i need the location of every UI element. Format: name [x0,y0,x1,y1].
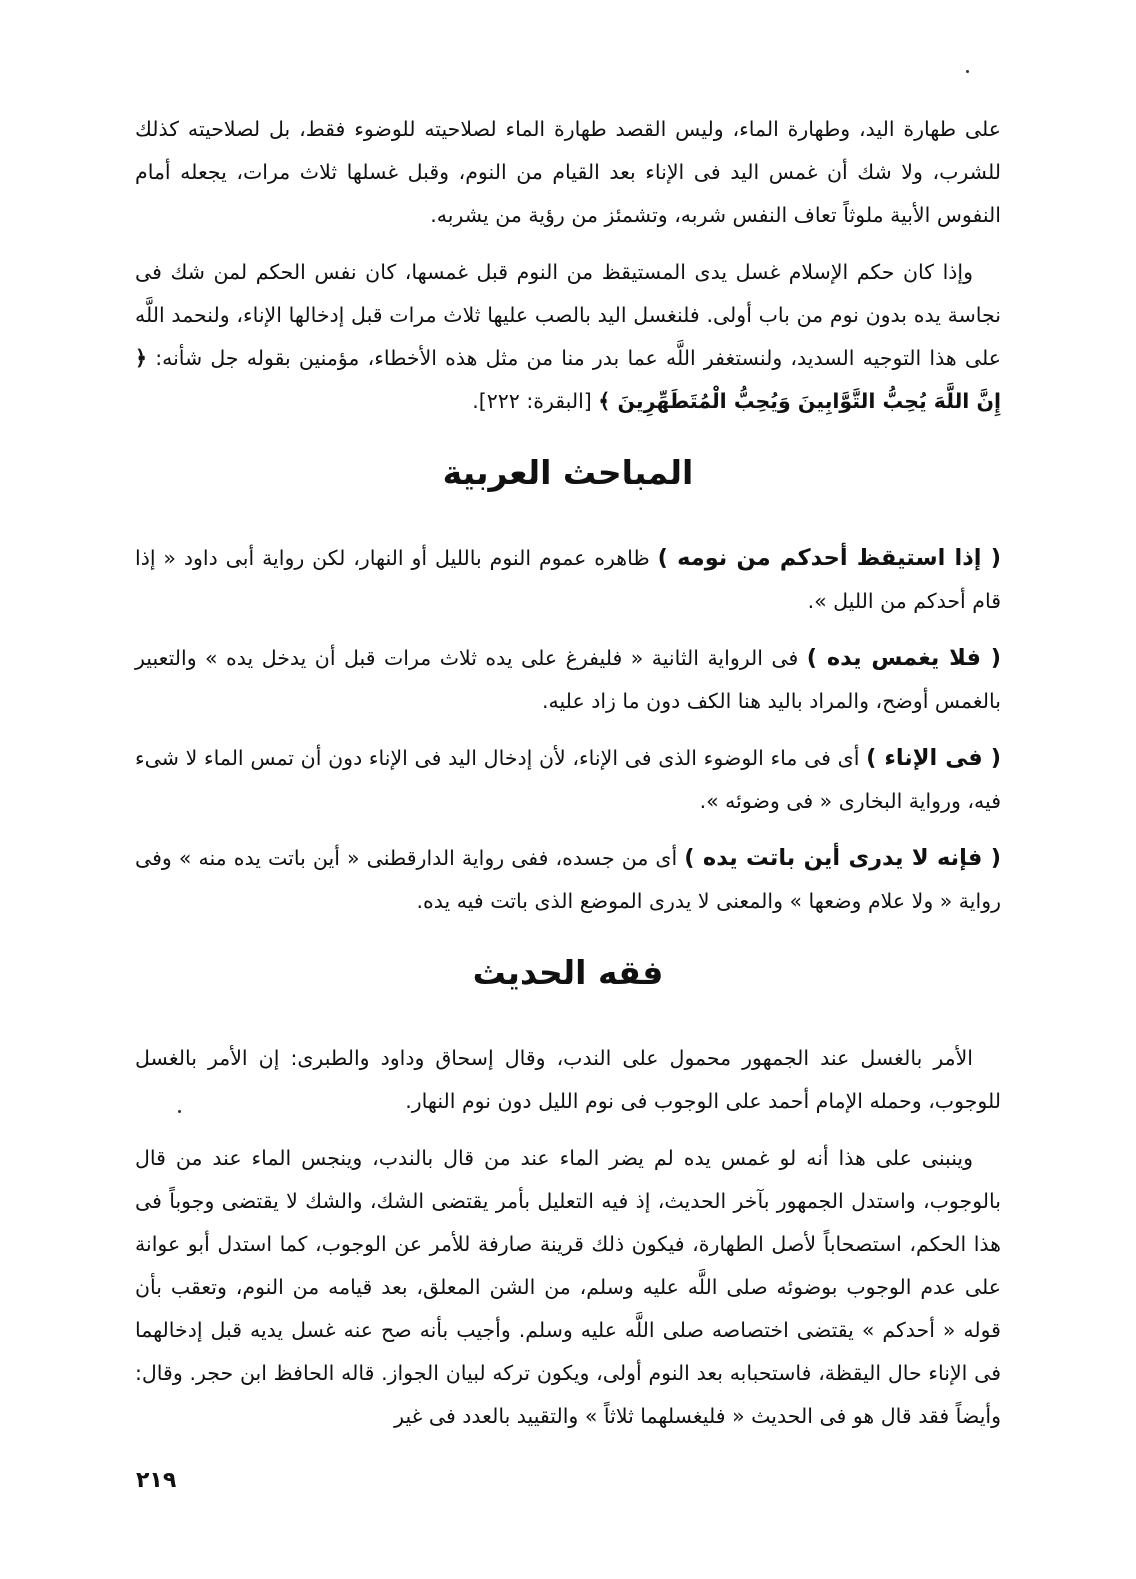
term-explanation: أى فى ماء الوضوء الذى فى الإناء، لأن إدخال اليد فى الإناء دون أن تمس الماء لا شىء فيه، ورواية البخارى « فى وضوئه ». [135,746,1001,813]
scan-speck [966,70,969,73]
spacer [135,1123,1001,1137]
quran-reference: [البقرة: ٢٢٢]. [472,389,599,413]
scan-speck [178,1110,181,1113]
quran-verse: ﴿ إِنَّ اللَّهَ يُحِبُّ التَّوَّابِينَ وَيُحِبُّ الْمُتَطَهِّرِينَ ﴾ [135,346,1001,413]
intro-paragraph-2-text: وإذا كان حكم الإسلام غسل يدى المستيقظ من النوم قبل غمسها، كان نفس الحكم لمن شك فى نجاسة يده بدون نوم من باب أولى. فلنغسل اليد بالصب عليها ثلاث مرات قبل إدخالها الإناء، ولنحمد اللَّه على هذا التوجيه السديد، ولنستغفر اللَّه عما بدر منا من مثل هذه الأخطاء، مؤمنين بقوله جل شأنه: [135,260,1001,370]
term-heading: ( فلا يغمس يده ) [806,645,1001,671]
term-heading: ( فإنه لا يدرى أين باتت يده ) [684,845,1001,871]
term-explanation: أى من جسده، ففى رواية الدارقطنى « أين باتت يده منه » وفى رواية « ولا علام وضعها » والمعنى لا يدرى الموضع الذى باتت فيه يده. [135,846,1001,913]
term-entry [135,737,1001,823]
term-entry [135,537,1001,623]
spacer [135,623,1001,637]
term-explanation: ظاهره عموم النوم بالليل أو النهار، لكن رواية أبى داود « إذا قام أحدكم من الليل ». [135,546,1001,613]
term-explanation: فى الرواية الثانية « فليفرغ على يده ثلاث مرات قبل أن يدخل يده » والتعبير بالغمس أوضح، والمراد باليد هنا الكف دون ما زاد عليه. [135,646,1001,713]
fiqh-paragraph-2: وينبنى على هذا أنه لو غمس يده لم يضر الماء عند من قال بالندب، وينجس الماء عند من قال بالوجوب، واستدل الجمهور بآخر الحديث، إذ فيه التعليل بأمر يقتضى الشك، والشك لا يقتضى وجوباً فى هذا الحكم، استصحاباً لأصل الطهارة، فيكون ذلك قرينة صارفة للأمر عن الوجوب، كما استدل أبو عوانة على عدم الوجوب بوضوئه صلى اللَّه عليه وسلم، من الشن المعلق، بعد قيامه من النوم، وتعقب بأن قوله « أحدكم » يقتضى اختصاصه صلى اللَّه عليه وسلم. وأجيب بأنه صح عنه غسل يديه قبل إدخالهما فى الإناء حال اليقظة، فاستحبابه بعد النوم أولى، ويكون تركه لبيان الجواز. قاله الحافظ ابن حجر. وقال: وأيضاً فقد قال هو فى الحديث « فليغسلهما ثلاثاً » والتقييد بالعدد فى غير [135,1146,1001,1428]
page-number: ٢١٩ [136,1468,177,1493]
term-entry [135,837,1001,923]
spacer [135,237,1001,251]
section-title-arabic-topics: المباحث العربية [442,453,694,492]
section-title-hadith-fiqh: فقه الحديث [472,953,664,992]
term-entry [135,637,1001,723]
spacer [135,823,1001,837]
spacer [135,723,1001,737]
fiqh-paragraph-1: الأمر بالغسل عند الجمهور محمول على الندب، وقال إسحاق وداود والطبرى: إن الأمر بالغسل للوجوب، وحمله الإمام أحمد على الوجوب فى نوم الليل دون نوم النهار. [135,1046,1001,1113]
intro-paragraph-1: على طهارة اليد، وطهارة الماء، وليس القصد طهارة الماء لصلاحيته للوضوء فقط، بل لصلاحيته كذلك للشرب، ولا شك أن غمس اليد فى الإناء بعد القيام من النوم، وقبل غسلها ثلاث مرات، يجعله أمام النفوس الأبية ملوثاً تعاف النفس شربه، وتشمئز من رؤية من يشربه. [135,117,1001,227]
intro-paragraph-2 [135,251,1001,423]
term-heading: ( فى الإناء ) [866,745,1001,771]
term-heading: ( إذا استيقظ أحدكم من نومه ) [657,545,1002,571]
